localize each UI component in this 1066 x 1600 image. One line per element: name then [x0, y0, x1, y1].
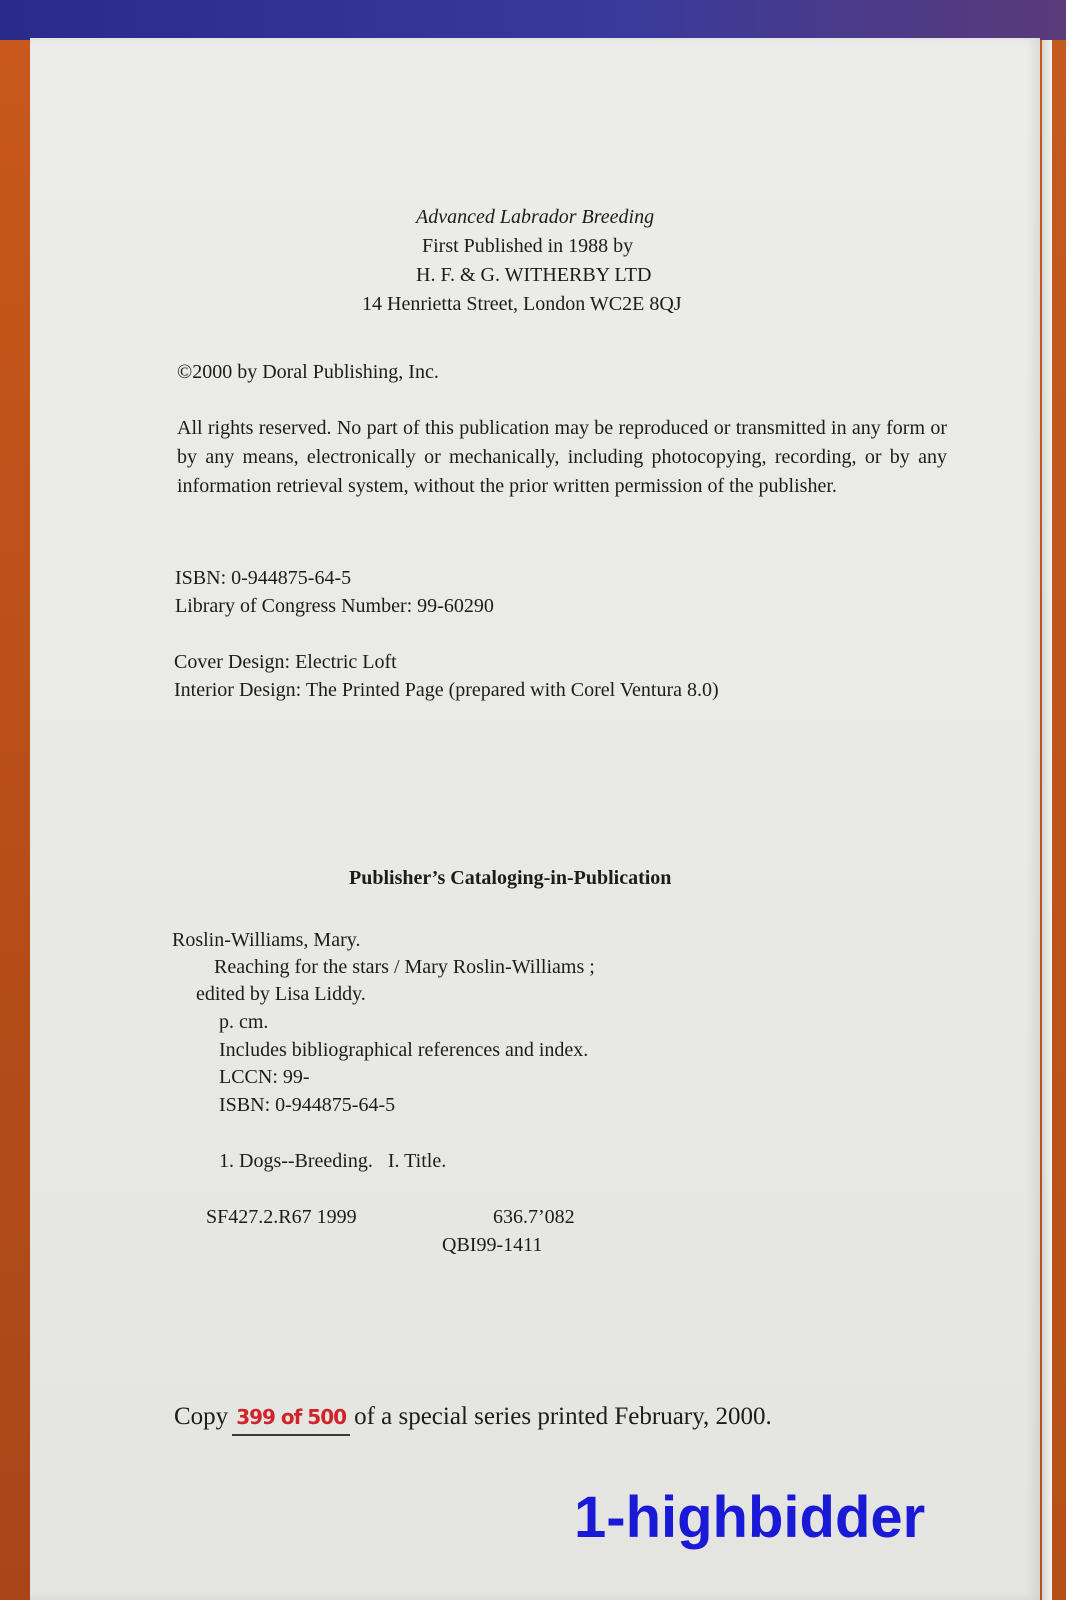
cip-pages: p. cm. [219, 1011, 269, 1033]
interior-design: Interior Design: The Printed Page (prepared with Corel Ventura 8.0) [174, 679, 719, 701]
cip-editor: edited by Lisa Liddy. [196, 983, 366, 1005]
cip-dewey: 636.7’082 [493, 1206, 575, 1228]
first-published: First Published in 1988 by [422, 235, 634, 257]
cip-author: Roslin-Williams, Mary. [172, 929, 361, 951]
publisher-address: 14 Henrietta Street, London WC2E 8QJ [362, 293, 682, 315]
cip-title: Reaching for the stars / Mary Roslin-Williams ; [214, 956, 595, 978]
isbn-line: ISBN: 0-944875-64-5 [175, 567, 352, 589]
copy-suffix: of a special series printed February, 2000. [354, 1403, 772, 1430]
cip-qbi: QBI99-1411 [442, 1234, 543, 1256]
loc-number: Library of Congress Number: 99-60290 [175, 595, 494, 617]
seller-watermark: 1-highbidder [574, 1485, 926, 1550]
cip-isbn: ISBN: 0-944875-64-5 [219, 1094, 396, 1116]
cip-call-number: SF427.2.R67 1999 [206, 1206, 357, 1228]
copy-prefix: Copy [174, 1403, 229, 1430]
copy-statement [174, 1400, 772, 1436]
cip-heading: Publisher’s Cataloging-in-Publication [349, 867, 672, 889]
book-title: Advanced Labrador Breeding [416, 206, 655, 228]
cip-includes: Includes bibliographical references and index. [219, 1039, 589, 1061]
page-edge [1042, 40, 1052, 1600]
copyright-line: ©2000 by Doral Publishing, Inc. [177, 361, 439, 383]
handwritten-copy-number: 399 of 500 [232, 1400, 350, 1436]
cip-lccn: LCCN: 99- [219, 1066, 310, 1088]
publisher-name: H. F. & G. WITHERBY LTD [416, 264, 652, 286]
cover-design: Cover Design: Electric Loft [174, 651, 397, 673]
rights-paragraph: All rights reserved. No part of this publication may be reproduced or transmitted in any form or by any means, electronically or mechanically, including photocopying, recording, or by any information retrieval system, without the prior written permission of the publisher. [177, 417, 947, 497]
cip-subjects: 1. Dogs--Breeding. I. Title. [219, 1150, 447, 1172]
